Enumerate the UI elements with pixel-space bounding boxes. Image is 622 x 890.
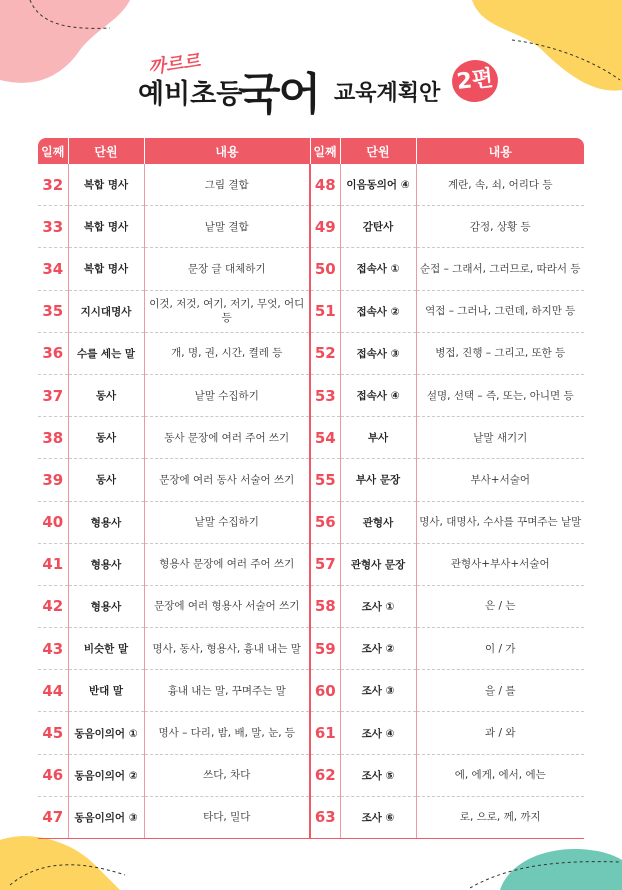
unit-name: 조사 ② bbox=[340, 628, 416, 670]
header-content-1: 내용 bbox=[144, 138, 310, 164]
lesson-content: 동사 문장에 여러 주어 쓰기 bbox=[144, 417, 310, 459]
lesson-content: 순접 – 그래서, 그러므로, 따라서 등 bbox=[416, 248, 584, 290]
day-number: 43 bbox=[38, 628, 68, 670]
table-row bbox=[38, 290, 584, 332]
day-number: 54 bbox=[310, 417, 340, 459]
lesson-content: 로, 으로, 께, 까지 bbox=[416, 796, 584, 838]
day-number: 33 bbox=[38, 206, 68, 248]
lesson-content: 문장에 여러 동사 서술어 쓰기 bbox=[144, 459, 310, 501]
unit-name: 접속사 ③ bbox=[340, 332, 416, 374]
unit-name: 반대 말 bbox=[68, 670, 144, 712]
day-number: 60 bbox=[310, 670, 340, 712]
lesson-content: 이 / 가 bbox=[416, 628, 584, 670]
day-number: 45 bbox=[38, 712, 68, 754]
unit-name: 접속사 ① bbox=[340, 248, 416, 290]
lesson-content: 낱말 수집하기 bbox=[144, 374, 310, 416]
lesson-content: 낱말 수집하기 bbox=[144, 501, 310, 543]
day-number: 59 bbox=[310, 628, 340, 670]
day-number: 57 bbox=[310, 543, 340, 585]
lesson-content: 명사, 동사, 형용사, 흉내 내는 말 bbox=[144, 628, 310, 670]
lesson-content: 병접, 진행 – 그리고, 또한 등 bbox=[416, 332, 584, 374]
day-number: 36 bbox=[38, 332, 68, 374]
header-day-2: 일째 bbox=[310, 138, 340, 164]
lesson-content: 타다, 밀다 bbox=[144, 796, 310, 838]
lesson-content: 역접 – 그러나, 그런데, 하지만 등 bbox=[416, 290, 584, 332]
yellow-blob-bottom-left bbox=[0, 830, 130, 890]
unit-name: 조사 ⑤ bbox=[340, 754, 416, 796]
table-row bbox=[38, 417, 584, 459]
unit-name: 부사 문장 bbox=[340, 459, 416, 501]
day-number: 32 bbox=[38, 164, 68, 206]
lesson-content: 낱말 결합 bbox=[144, 206, 310, 248]
lesson-content: 과 / 와 bbox=[416, 712, 584, 754]
table-row bbox=[38, 712, 584, 754]
unit-name: 관형사 bbox=[340, 501, 416, 543]
unit-name: 형용사 bbox=[68, 543, 144, 585]
lesson-plan-table bbox=[38, 138, 584, 839]
day-number: 47 bbox=[38, 796, 68, 838]
table-row bbox=[38, 628, 584, 670]
day-number: 38 bbox=[38, 417, 68, 459]
teal-blob-bottom-right bbox=[470, 840, 622, 890]
unit-name: 조사 ① bbox=[340, 585, 416, 627]
lesson-content: 쓰다, 차다 bbox=[144, 754, 310, 796]
lesson-content: 에, 에게, 에서, 에는 bbox=[416, 754, 584, 796]
lesson-content: 설명, 선택 – 즉, 또는, 아니면 등 bbox=[416, 374, 584, 416]
lesson-content: 명사 – 다리, 밤, 배, 말, 눈, 등 bbox=[144, 712, 310, 754]
day-number: 37 bbox=[38, 374, 68, 416]
table-row bbox=[38, 670, 584, 712]
day-number: 34 bbox=[38, 248, 68, 290]
unit-name: 동사 bbox=[68, 459, 144, 501]
day-number: 39 bbox=[38, 459, 68, 501]
unit-name: 복합 명사 bbox=[68, 164, 144, 206]
title-prefix: 예비초등 bbox=[138, 79, 243, 110]
day-number: 55 bbox=[310, 459, 340, 501]
title-suffix: 교육계획안 bbox=[334, 81, 441, 106]
header-content-2: 내용 bbox=[416, 138, 584, 164]
edition-badge: 2편 bbox=[450, 58, 500, 105]
unit-name: 비슷한 말 bbox=[68, 628, 144, 670]
lesson-content: 계란, 속, 쇠, 어리다 등 bbox=[416, 164, 584, 206]
day-number: 62 bbox=[310, 754, 340, 796]
day-number: 56 bbox=[310, 501, 340, 543]
table-row bbox=[38, 585, 584, 627]
table-row bbox=[38, 501, 584, 543]
day-number: 52 bbox=[310, 332, 340, 374]
unit-name: 감탄사 bbox=[340, 206, 416, 248]
day-number: 53 bbox=[310, 374, 340, 416]
header-day-1: 일째 bbox=[38, 138, 68, 164]
lesson-content: 낱말 새기기 bbox=[416, 417, 584, 459]
day-number: 50 bbox=[310, 248, 340, 290]
lesson-content: 그림 결합 bbox=[144, 164, 310, 206]
day-number: 42 bbox=[38, 585, 68, 627]
lesson-content: 형용사 문장에 여러 주어 쓰기 bbox=[144, 543, 310, 585]
unit-name: 조사 ④ bbox=[340, 712, 416, 754]
lesson-content: 관형사+부사+서술어 bbox=[416, 543, 584, 585]
unit-name: 이음동의어 ④ bbox=[340, 164, 416, 206]
table-row bbox=[38, 248, 584, 290]
unit-name: 동음이의어 ① bbox=[68, 712, 144, 754]
lesson-content: 은 / 는 bbox=[416, 585, 584, 627]
day-number: 49 bbox=[310, 206, 340, 248]
table-row bbox=[38, 754, 584, 796]
lesson-content: 을 / 를 bbox=[416, 670, 584, 712]
tagline: 까르르 bbox=[147, 50, 202, 79]
title-subject: 국어 bbox=[238, 69, 320, 120]
lesson-content: 개, 명, 권, 시간, 켤레 등 bbox=[144, 332, 310, 374]
day-number: 51 bbox=[310, 290, 340, 332]
unit-name: 동음이의어 ② bbox=[68, 754, 144, 796]
unit-name: 조사 ⑥ bbox=[340, 796, 416, 838]
table-row bbox=[38, 459, 584, 501]
header-unit-1: 단원 bbox=[68, 138, 144, 164]
unit-name: 부사 bbox=[340, 417, 416, 459]
lesson-content: 감정, 상황 등 bbox=[416, 206, 584, 248]
unit-name: 동사 bbox=[68, 417, 144, 459]
day-number: 46 bbox=[38, 754, 68, 796]
lesson-content: 문장에 여러 형용사 서술어 쓰기 bbox=[144, 585, 310, 627]
table-row bbox=[38, 543, 584, 585]
table-row bbox=[38, 374, 584, 416]
table-row bbox=[38, 332, 584, 374]
unit-name: 수를 세는 말 bbox=[68, 332, 144, 374]
lesson-content: 부사+서술어 bbox=[416, 459, 584, 501]
unit-name: 관형사 문장 bbox=[340, 543, 416, 585]
header-unit-2: 단원 bbox=[340, 138, 416, 164]
unit-name: 형용사 bbox=[68, 585, 144, 627]
lesson-content: 명사, 대명사, 수사를 꾸며주는 낱말 bbox=[416, 501, 584, 543]
day-number: 35 bbox=[38, 290, 68, 332]
day-number: 61 bbox=[310, 712, 340, 754]
day-number: 40 bbox=[38, 501, 68, 543]
unit-name: 형용사 bbox=[68, 501, 144, 543]
unit-name: 복합 명사 bbox=[68, 248, 144, 290]
lesson-content: 이것, 저것, 여기, 저기, 무엇, 어디 등 bbox=[144, 290, 310, 332]
day-number: 44 bbox=[38, 670, 68, 712]
unit-name: 지시대명사 bbox=[68, 290, 144, 332]
lesson-content: 흉내 내는 말, 꾸며주는 말 bbox=[144, 670, 310, 712]
table-header-row bbox=[38, 138, 584, 164]
unit-name: 조사 ③ bbox=[340, 670, 416, 712]
unit-name: 복합 명사 bbox=[68, 206, 144, 248]
unit-name: 접속사 ④ bbox=[340, 374, 416, 416]
unit-name: 접속사 ② bbox=[340, 290, 416, 332]
page-header bbox=[0, 40, 622, 120]
unit-name: 동사 bbox=[68, 374, 144, 416]
unit-name: 동음이의어 ③ bbox=[68, 796, 144, 838]
day-number: 63 bbox=[310, 796, 340, 838]
table-row bbox=[38, 796, 584, 838]
lesson-content: 문장 글 대체하기 bbox=[144, 248, 310, 290]
table-row bbox=[38, 206, 584, 248]
day-number: 58 bbox=[310, 585, 340, 627]
day-number: 41 bbox=[38, 543, 68, 585]
table-row bbox=[38, 164, 584, 206]
day-number: 48 bbox=[310, 164, 340, 206]
